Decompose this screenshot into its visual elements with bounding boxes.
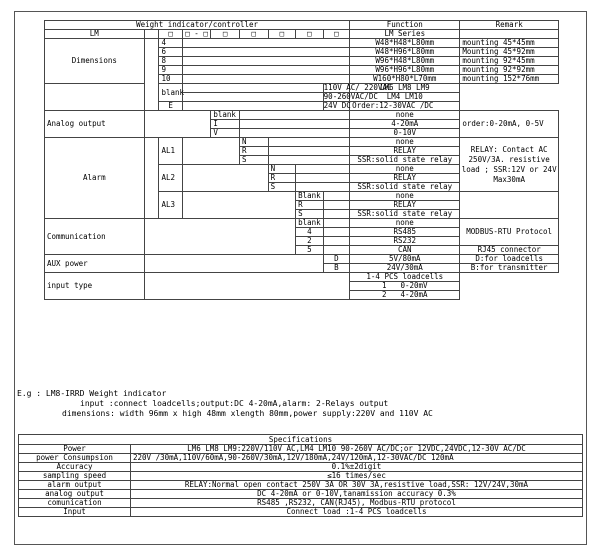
power-function: 110V AC/ 220VAC [323, 83, 392, 92]
power-function: 24V DC [323, 101, 351, 110]
alarm-label: Alarm [45, 138, 145, 219]
spec-label: alarm output [19, 481, 131, 490]
power-remark: LM4 LM10 [350, 93, 460, 102]
analog-function: 0-10V [350, 129, 460, 138]
dimension-code: 6 [159, 48, 182, 57]
spec-label: sampling speed [19, 472, 131, 481]
dimension-remark: mounting 45*45mm [460, 39, 559, 48]
spec-value: LM6 LM8 LM9:220V/110V AC,LM4 LM10 90-260V AC/DC;or 12VDC,24VDC,12-30V AC/DC [131, 445, 583, 454]
dimensions-label: Dimensions [45, 39, 145, 84]
table-row [45, 111, 559, 120]
alarm-code: R [239, 147, 268, 156]
weight-indicator-header: Weight indicator/controller [45, 21, 350, 30]
code-box: □ [239, 30, 268, 39]
example-line-3: dimensions: width 96mm x high 48mm xlength 80mm,power supply:220V and 110V AC [62, 409, 433, 418]
power-e-code: E [159, 102, 182, 111]
code-box: □ - □ [182, 30, 211, 39]
alarm-function: none [350, 192, 460, 201]
dimension-function: W96*H96*L80mm [350, 66, 460, 75]
alarm-group-name: AL2 [159, 165, 182, 192]
alarm-code: R [296, 201, 324, 210]
spec-label: power Consumpsion [19, 454, 131, 463]
input-type-label: input type [45, 273, 145, 300]
alarm-function: none [350, 138, 460, 147]
spec-label: analog output [19, 490, 131, 499]
aux-power-label: AUX power [45, 255, 145, 273]
input-function: 1-4 PCS loadcells [350, 273, 460, 282]
order-code-table [44, 20, 559, 300]
comm-code: 5 [296, 246, 324, 255]
function-header: Function [350, 21, 460, 30]
analog-function: 4-20mA [350, 120, 460, 129]
power-remark: LM6 LM8 LM9 [350, 84, 460, 93]
code-box: □ [268, 30, 296, 39]
table-row [19, 454, 583, 463]
power-blank-code: blank [159, 84, 182, 102]
dimension-code: 10 [159, 75, 182, 84]
input-value: 0-20mV [400, 281, 428, 290]
alarm-function: RELAY [350, 174, 460, 183]
comm-function: RS232 [350, 237, 460, 246]
example-line-2: input :connect loadcells;output:DC 4-20mA,alarm: 2-Relays output [80, 399, 389, 408]
aux-function: 24V/30mA [350, 264, 460, 273]
dimension-code: 4 [159, 39, 182, 48]
dimension-remark: mounting 92*92mm [460, 66, 559, 75]
dimension-function: W96*H48*L80mm [350, 57, 460, 66]
dimension-function: W160*H80*L70mm [350, 75, 460, 84]
comm-code: 2 [296, 237, 324, 246]
dimension-remark: mounting 92*45mm [460, 57, 559, 66]
spec-label: Power [19, 445, 131, 454]
dimension-code: 9 [159, 66, 182, 75]
spec-label: Accuracy [19, 463, 131, 472]
table-row [19, 508, 583, 517]
analog-output-label: Analog output [45, 111, 145, 138]
alarm-function: SSR:solid state relay [350, 183, 460, 192]
alarm-code: S [239, 156, 268, 165]
spec-value: 220V /30mA,110V/60mA,90-260V/30mA,12V/180mA,24V/120mA,12-30VAC/DC 120mA [131, 454, 583, 463]
code-box: □ [296, 30, 324, 39]
specifications-table [18, 434, 583, 517]
specs-title-row [19, 435, 583, 445]
alarm-function: RELAY [350, 147, 460, 156]
aux-code: B [323, 264, 350, 273]
aux-function: 5V/80mA [350, 255, 460, 264]
specifications-title: Specifications [19, 435, 583, 445]
alarm-code: S [268, 183, 296, 192]
analog-function: none [350, 111, 460, 120]
dimension-remark: Mounting 45*92mm [460, 48, 559, 57]
alarm-code: N [268, 165, 296, 174]
table-row [45, 84, 559, 93]
aux-remark: B:for transmitter [460, 264, 559, 273]
input-code: 2 [381, 290, 387, 299]
dimension-function: W48*H48*L80mm [350, 39, 460, 48]
alarm-function: none [350, 165, 460, 174]
alarm-function: SSR:solid state relay [350, 156, 460, 165]
spec-value: Connect load :1-4 PCS loadcells [131, 508, 583, 517]
comm-remark: MODBUS-RTU Protocol [460, 219, 559, 246]
alarm-group-name: AL3 [159, 192, 182, 219]
table-row [45, 273, 559, 282]
analog-code: blank [211, 111, 240, 120]
alarm-code: R [268, 174, 296, 183]
code-box: □ [323, 30, 350, 39]
analog-code: I [211, 120, 240, 129]
communication-label: Communication [45, 219, 145, 255]
power-function: 90-260VAC/DC [323, 92, 378, 101]
dimension-function: W48*H96*L80mm [350, 48, 460, 57]
alarm-code: S [296, 210, 324, 219]
alarm-remark: RELAY: Contact AC 250V/3A. resistive load ; SSR:12V or 24V Max30mA [460, 138, 559, 192]
aux-code: D [323, 255, 350, 264]
spec-value: DC 4-20mA or 0-10V,tanamission accuracy 0.3% [131, 490, 583, 499]
comm-code: 4 [296, 228, 324, 237]
alarm-function: SSR:solid state relay [350, 210, 460, 219]
spec-label: comunication [19, 499, 131, 508]
comm-function: RS485 [350, 228, 460, 237]
header-row [45, 21, 559, 30]
comm-function: none [350, 219, 460, 228]
code-box: □ [211, 30, 240, 39]
analog-remark: order:0-20mA, 0-5V [460, 111, 559, 138]
spec-value: 0.1%±2digit [131, 463, 583, 472]
comm-remark: RJ45 connector [460, 246, 559, 255]
remark-header: Remark [460, 21, 559, 30]
table-row [45, 219, 559, 228]
power-remark: Order:12-30VAC /DC [350, 102, 460, 111]
input-value: 4-20mA [400, 290, 428, 299]
spec-value: ≤16 times/sec [131, 472, 583, 481]
alarm-code: Blank [296, 192, 324, 201]
table-row [45, 138, 559, 147]
lm-label: LM [45, 30, 145, 39]
aux-remark: D:for loadcells [460, 255, 559, 264]
comm-function: CAN [350, 246, 460, 255]
input-function [350, 291, 460, 300]
comm-code: blank [296, 219, 324, 228]
alarm-code: N [239, 138, 268, 147]
lm-series-function: LM Series [350, 30, 460, 39]
spec-label: Input [19, 508, 131, 517]
alarm-group-name: AL1 [159, 138, 182, 165]
spec-value: RS485 ,RS232, CAN(RJ45), Modbus-RTU protocol [131, 499, 583, 508]
analog-code: V [211, 129, 240, 138]
spec-value: RELAY:Normal open contact 250V 3A OR 30V 3A,resistive load,SSR: 12V/24V,30mA [131, 481, 583, 490]
code-box: □ [159, 30, 182, 39]
input-code: 1 [381, 281, 387, 290]
example-line-1: E.g : LM8-IRRD Weight indicator [17, 389, 167, 398]
dimension-code: 8 [159, 57, 182, 66]
alarm-function: RELAY [350, 201, 460, 210]
dimension-remark: mounting 152*76mm [460, 75, 559, 84]
